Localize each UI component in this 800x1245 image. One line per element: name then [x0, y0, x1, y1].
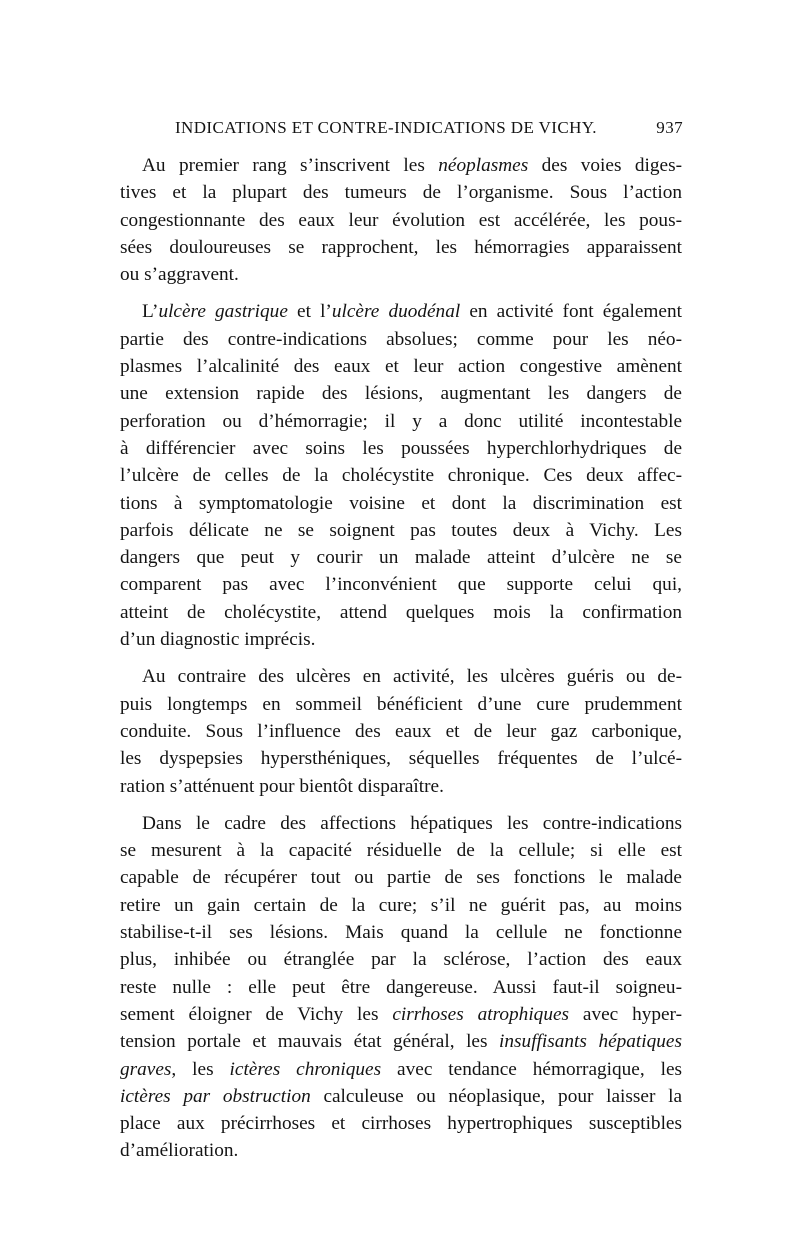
text-line — [120, 571, 682, 598]
italic-term: cirrhoses atrophiques — [392, 1003, 570, 1025]
text-line — [120, 864, 682, 891]
text-line — [120, 326, 682, 353]
italic-term: ictères par obstruction — [120, 1085, 311, 1107]
text-line — [120, 919, 682, 946]
text-segment: les dyspepsies hypersthéniques, séquelles fréquentes de l’ulcé- — [120, 748, 682, 770]
text-segment: puis longtemps en sommeil bénéficient d’une cure prudemment — [120, 693, 682, 715]
text-line — [120, 353, 682, 380]
text-segment: partie des contre-indications absolues; comme pour les néo- — [120, 328, 682, 350]
text-segment: sement éloigner de Vichy les — [120, 1003, 393, 1025]
text-segment: d’amélioration. — [120, 1140, 239, 1162]
text-line — [120, 745, 682, 772]
text-line — [120, 462, 682, 489]
text-segment: reste nulle : elle peut être dangereuse. Aussi faut-il soigneu- — [120, 976, 682, 998]
text-segment: retire un gain certain de la cure; s’il ne guérit pas, au moins — [120, 894, 682, 916]
text-segment: tives et la plupart des tumeurs de l’organisme. Sous l’action — [120, 182, 682, 204]
text-segment: une extension rapide des lésions, augmentant les dangers de — [120, 383, 682, 405]
text-segment: Au contraire des ulcères en activité, les ulcères guéris ou de- — [142, 666, 682, 688]
text-segment: Au premier rang s’inscrivent les — [142, 155, 439, 176]
text-line — [120, 892, 682, 919]
text-line — [120, 691, 682, 718]
text-line — [120, 298, 682, 325]
text-segment: perforation ou d’hémorragie; il y a donc utilité incontestable — [120, 410, 682, 432]
text-segment: avec hyper- — [569, 1003, 683, 1025]
text-line — [120, 380, 682, 407]
text-line — [120, 946, 682, 973]
text-segment: capable de récupérer tout ou partie de ses fonctions le malade — [120, 867, 682, 889]
paragraph — [120, 663, 682, 799]
body-text — [120, 152, 682, 1175]
text-segment: se mesurent à la capacité résiduelle de la cellule; si elle est — [120, 840, 682, 862]
text-line — [120, 261, 682, 288]
page-number: 937 — [656, 118, 683, 137]
text-line — [120, 152, 682, 179]
text-segment: stabilise-t-il ses lésions. Mais quand la cellule ne fonctionne — [120, 922, 682, 944]
text-segment: des voies diges- — [528, 155, 682, 176]
text-segment: d’un diagnostic imprécis. — [120, 629, 316, 651]
text-line — [120, 490, 682, 517]
text-line — [120, 974, 682, 1001]
text-line — [120, 179, 682, 206]
text-segment: tension portale et mauvais état général, les — [120, 1031, 500, 1053]
text-line — [120, 517, 682, 544]
italic-term: graves — [120, 1058, 172, 1080]
text-line — [120, 599, 682, 626]
text-segment: dangers que peut y courir un malade atteint d’ulcère ne se — [120, 547, 682, 569]
text-segment: en activité font également — [460, 301, 682, 323]
text-line — [120, 718, 682, 745]
paragraph — [120, 298, 682, 653]
text-line — [120, 1001, 682, 1028]
text-segment: parfois délicate ne se soignent pas toutes deux à Vichy. Les — [120, 519, 682, 541]
text-line — [120, 810, 682, 837]
italic-term: insuffisants hépatiques — [499, 1031, 682, 1053]
text-segment: L’ — [142, 301, 159, 323]
text-line — [120, 1110, 682, 1137]
italic-term: ulcère duodénal — [331, 301, 461, 323]
text-segment: , les — [171, 1058, 230, 1080]
text-segment: Dans le cadre des affections hépatiques les contre-indications — [142, 812, 682, 834]
text-segment: et l’ — [287, 301, 332, 323]
text-line — [120, 1028, 682, 1055]
text-line — [120, 837, 682, 864]
text-line — [120, 663, 682, 690]
text-segment: avec tendance hémorragique, les — [381, 1058, 683, 1080]
text-segment: l’ulcère de celles de la cholécystite chronique. Ces deux affec- — [120, 465, 682, 487]
text-line — [120, 435, 682, 462]
italic-term: néoplasmes — [438, 155, 529, 176]
italic-term: ulcère gastrique — [158, 301, 288, 323]
text-segment: plus, inhibée ou étranglée par la sclérose, l’action des eaux — [120, 949, 682, 971]
text-segment: à différencier avec soins les poussées hyperchlorhydriques de — [120, 437, 682, 459]
text-line — [120, 544, 682, 571]
text-segment: place aux précirrhoses et cirrhoses hypertrophiques susceptibles — [120, 1113, 682, 1135]
text-line — [120, 1056, 682, 1083]
running-head-title: INDICATIONS ET CONTRE-INDICATIONS DE VICHY. — [175, 118, 597, 137]
paragraph — [120, 810, 682, 1165]
text-segment: congestionnante des eaux leur évolution est accélérée, les pous- — [120, 209, 682, 231]
text-line — [120, 408, 682, 435]
text-line — [120, 1083, 682, 1110]
text-segment: calculeuse ou néoplasique, pour laisser la — [310, 1085, 682, 1107]
text-line — [120, 234, 682, 261]
text-line — [120, 1137, 682, 1164]
running-head — [175, 118, 683, 142]
paragraph — [120, 152, 682, 288]
text-segment: conduite. Sous l’influence des eaux et de leur gaz carbonique, — [120, 720, 682, 742]
text-segment: sées douloureuses se rapprochent, les hémorragies apparaissent — [120, 236, 682, 258]
text-line — [120, 773, 682, 800]
text-segment: plasmes l’alcalinité des eaux et leur action congestive amènent — [120, 356, 682, 378]
text-segment: ou s’aggravent. — [120, 264, 239, 286]
text-line — [120, 207, 682, 234]
text-segment: atteint de cholécystite, attend quelques mois la confirmation — [120, 601, 682, 623]
text-segment: comparent pas avec l’inconvénient que supporte celui qui, — [120, 574, 682, 596]
text-segment: tions à symptomatologie voisine et dont la discrimination est — [120, 492, 682, 514]
text-segment: ration s’atténuent pour bientôt disparaître. — [120, 775, 444, 797]
italic-term: ictères chroniques — [229, 1058, 382, 1080]
text-line — [120, 626, 682, 653]
